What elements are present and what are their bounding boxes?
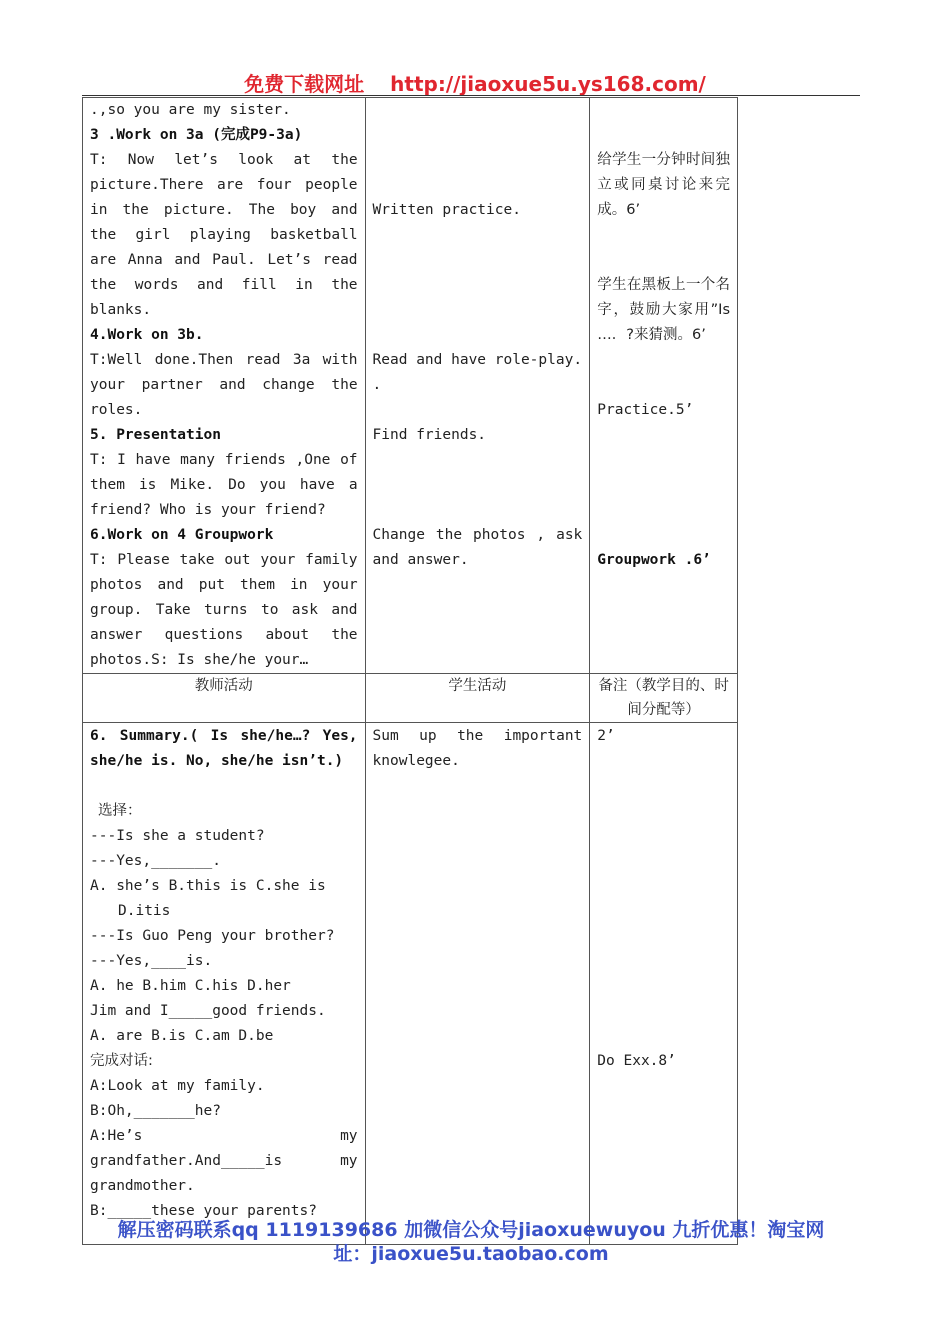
note-time: 2’	[597, 728, 615, 744]
step-3-heading: 3 .Work on 3a (完成P9-3a)	[90, 127, 303, 143]
header-notes: 备注（教学目的、时间分配等）	[590, 674, 738, 723]
q1-option-d: D.itis	[118, 903, 171, 919]
student-activity-4: Change the photos , ask and answer.	[372, 527, 583, 568]
dialog-line-1: A:Look at my family.	[90, 1078, 265, 1094]
teacher-activity-cell	[83, 98, 366, 674]
student-activity-3: Find friends.	[372, 427, 487, 443]
dialog-line-4-end: my	[340, 1153, 358, 1169]
page-header	[0, 68, 950, 97]
lesson-plan-table	[82, 97, 738, 1245]
footer-line-1: 解压密码联系qq 1119139686 加微信公众号jiaoxuewuyou 九折优惠！淘宝网	[117, 1219, 825, 1241]
dialog-line-6: B:_____these your parents?	[90, 1203, 317, 1219]
dialog-line-2: B:Oh,_______he?	[90, 1103, 221, 1119]
student-activity-2: Read and have role-play.	[372, 352, 583, 368]
dialog-label: 完成对话:	[90, 1053, 153, 1069]
q2-question: ---Is Guo Peng your brother?	[90, 928, 335, 944]
q1-answer: ---Yes,_______.	[90, 853, 221, 869]
header-student-activity: 学生活动	[365, 674, 590, 723]
footer-line-2: 址：jiaoxue5u.taobao.com	[333, 1243, 609, 1265]
student-activity-cell	[365, 723, 590, 1245]
student-activity-2-dot: .	[372, 377, 382, 393]
q2-answer: ---Yes,____is.	[90, 953, 213, 969]
header-rule	[82, 95, 860, 96]
header-url-link[interactable]: http://jiaoxue5u.ys168.com/	[390, 72, 706, 96]
note-exercises: Do Exx.8’	[597, 1053, 676, 1069]
notes-cell	[590, 98, 738, 674]
dialog-line-5: grandmother.	[90, 1178, 195, 1194]
step-3-text: T: Now let’s look at the picture.There are four people in the picture. The boy and the girl playing basketball are Anna and Paul. Let’s read the words and fill in the blanks.	[90, 152, 358, 318]
teacher-activity-cell	[83, 723, 366, 1245]
note-2: 学生在黑板上一个名字，鼓励大家用”Is …．?来猜测。6’	[597, 277, 730, 343]
student-activity-1: Written practice.	[372, 202, 521, 218]
notes-cell	[590, 723, 738, 1245]
dialog-line-3-end: my	[340, 1128, 358, 1144]
choose-label: 选择：	[98, 803, 142, 819]
q1-options: A. she’s B.this is C.she is	[90, 878, 326, 894]
note-3: Practice.5’	[597, 402, 694, 418]
dialog-line-3-start: A:He’s	[90, 1128, 143, 1144]
table-row	[83, 723, 738, 1245]
header-title: 免费下载网址	[244, 72, 365, 96]
continued-line: .,so you are my sister.	[90, 102, 291, 118]
step-5-heading: 5. Presentation	[90, 427, 221, 443]
note-4: Groupwork .6’	[597, 552, 711, 568]
note-1: 给学生一分钟时间独立或同桌讨论来完成。6’	[597, 152, 730, 218]
q3-options: A. are B.is C.am D.be	[90, 1028, 274, 1044]
q2-options: A. he B.him C.his D.her	[90, 978, 291, 994]
summary-text: 6. Summary.( Is she/he…? Yes, she/he is. No, she/he isn’t.)	[90, 728, 358, 769]
step-6-heading: 6.Work on 4 Groupwork	[90, 527, 274, 543]
dialog-line-3	[90, 1124, 358, 1149]
q3-question: Jim and I_____good friends.	[90, 1003, 326, 1019]
page-footer	[82, 1218, 860, 1266]
dialog-line-4-start: grandfather.And_____is	[90, 1153, 283, 1169]
student-activity-cell	[365, 98, 590, 674]
step-5-text: T: I have many friends ,One of them is Mike. Do you have a friend? Who is your friend?	[90, 452, 358, 518]
step-6-text: T: Please take out your family photos and put them in your group. Take turns to ask and answer questions about the photos.S: Is she/he your…	[90, 552, 358, 668]
table-header-row	[83, 674, 738, 723]
q1-question: ---Is she a student?	[90, 828, 265, 844]
dialog-line-4	[90, 1149, 358, 1174]
student-summary: Sum up the important knowlegee.	[372, 728, 583, 769]
step-4-heading: 4.Work on 3b.	[90, 327, 204, 343]
header-teacher-activity: 教师活动	[83, 674, 366, 723]
step-4-text: T:Well done.Then read 3a with your partner and change the roles.	[90, 352, 358, 418]
table-row	[83, 98, 738, 674]
